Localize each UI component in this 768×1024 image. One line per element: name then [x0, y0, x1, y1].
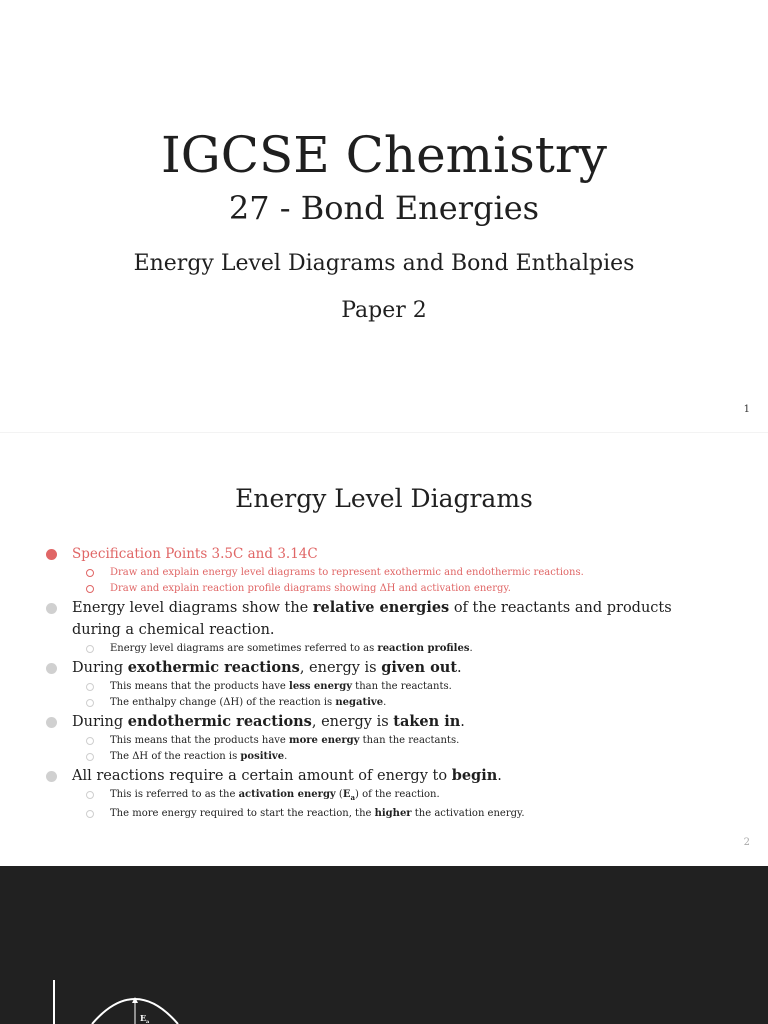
title-slide: [0, 0, 768, 432]
bullet-exothermic: [0, 657, 768, 679]
spec-bullet: [0, 543, 768, 565]
text: The more energy required to start the reaction, the: [110, 808, 375, 819]
text: This means that the products have: [110, 735, 290, 746]
text: Energy level diagrams are sometimes referred to as: [110, 643, 378, 654]
content-slide: [0, 432, 768, 867]
text: This means that the products have: [110, 681, 290, 692]
spec-point: Draw and explain energy level diagrams to represent exothermic and endothermic reactions.: [110, 567, 584, 578]
text: than the reactants.: [352, 681, 452, 692]
text: the activation energy.: [411, 808, 525, 819]
energy-profile-diagram: [0, 866, 768, 1024]
activation-label-a: a: [146, 1019, 150, 1024]
sub-bullet-ring-icon: [86, 585, 94, 593]
text: The ΔH of the reaction is: [110, 751, 241, 762]
page-number: 2: [743, 837, 750, 848]
bold-text: exothermic reactions: [127, 659, 300, 676]
slide-paper: Paper 2: [341, 298, 427, 323]
sub-bullet-ring-icon: [86, 753, 94, 761]
text: , energy is: [311, 714, 394, 730]
sub-bullet-ring-icon: [86, 737, 94, 745]
sub-bullet-ring-icon: [86, 791, 94, 799]
dark-slide: [0, 866, 768, 1024]
text: , energy is: [299, 660, 382, 676]
text: .: [460, 714, 465, 730]
bold-text: taken in: [393, 713, 461, 730]
page-number: 1: [743, 404, 750, 415]
sub-bullet: [0, 695, 768, 711]
bold-text: activation energy: [238, 789, 336, 800]
text: During: [72, 714, 128, 730]
bullet-dot-icon: [46, 663, 57, 674]
bullet-dot-icon: [46, 717, 57, 728]
sub-bullet: [0, 806, 768, 822]
slide-heading: Energy Level Diagrams: [235, 484, 533, 513]
text: .: [383, 697, 387, 708]
spec-sub-bullet: [0, 581, 768, 597]
bold-text: relative energies: [312, 599, 450, 616]
text: of the reactants and products during a chemical reaction.: [72, 600, 672, 638]
bold-text: negative: [335, 697, 384, 708]
spec-sub-bullet: [0, 565, 768, 581]
sub-bullet: [0, 749, 768, 765]
sub-bullet: [0, 733, 768, 749]
text: .: [497, 768, 502, 784]
text: .: [284, 751, 288, 762]
sub-bullet-ring-icon: [86, 569, 94, 577]
bold-text: reaction profiles: [377, 643, 470, 654]
activation-label-e: E: [140, 1013, 147, 1023]
bullet-activation: [0, 765, 768, 787]
slide-subtitle: 27 - Bond Energies: [228, 189, 540, 227]
bullet-endothermic: [0, 711, 768, 733]
sub-bullet-ring-icon: [86, 683, 94, 691]
bold-text: positive: [240, 751, 285, 762]
sub-bullet-ring-icon: [86, 810, 94, 818]
bullet-dot-icon: [46, 549, 57, 560]
text: All reactions require a certain amount of energy to: [72, 768, 452, 784]
subscript-text: a: [350, 793, 356, 802]
text: .: [469, 643, 473, 654]
slide-topic: Energy Level Diagrams and Bond Enthalpies: [133, 251, 635, 276]
sub-bullet: [0, 679, 768, 695]
bold-text: given out: [381, 659, 458, 676]
sub-bullet: [0, 641, 768, 657]
bullet-dot-icon: [46, 771, 57, 782]
text: ) of the reaction.: [355, 789, 440, 800]
text: .: [457, 660, 462, 676]
text: The enthalpy change (ΔH) of the reaction is: [110, 697, 336, 708]
sub-bullet-ring-icon: [86, 699, 94, 707]
bullet-list: [0, 543, 768, 822]
text: This is referred to as the: [110, 789, 239, 800]
bold-text: endothermic reactions: [127, 713, 312, 730]
bold-text: higher: [374, 808, 412, 819]
text: (: [335, 789, 343, 800]
spec-point: Draw and explain reaction profile diagrams showing ΔH and activation energy.: [110, 583, 511, 594]
text: than the reactants.: [359, 735, 460, 746]
text: During: [72, 660, 128, 676]
slide-title: IGCSE Chemistry: [161, 126, 607, 184]
sub-bullet: [0, 787, 768, 806]
sub-bullet-ring-icon: [86, 645, 94, 653]
bullet-dot-icon: [46, 603, 57, 614]
bold-text: begin: [451, 767, 498, 784]
bold-text: less energy: [289, 681, 352, 692]
bold-text: E: [342, 789, 351, 800]
bullet-relative-energies: [0, 597, 768, 641]
bold-text: more energy: [289, 735, 360, 746]
spec-label: Specification Points 3.5C and 3.14C: [72, 546, 318, 562]
text: Energy level diagrams show the: [72, 600, 313, 616]
